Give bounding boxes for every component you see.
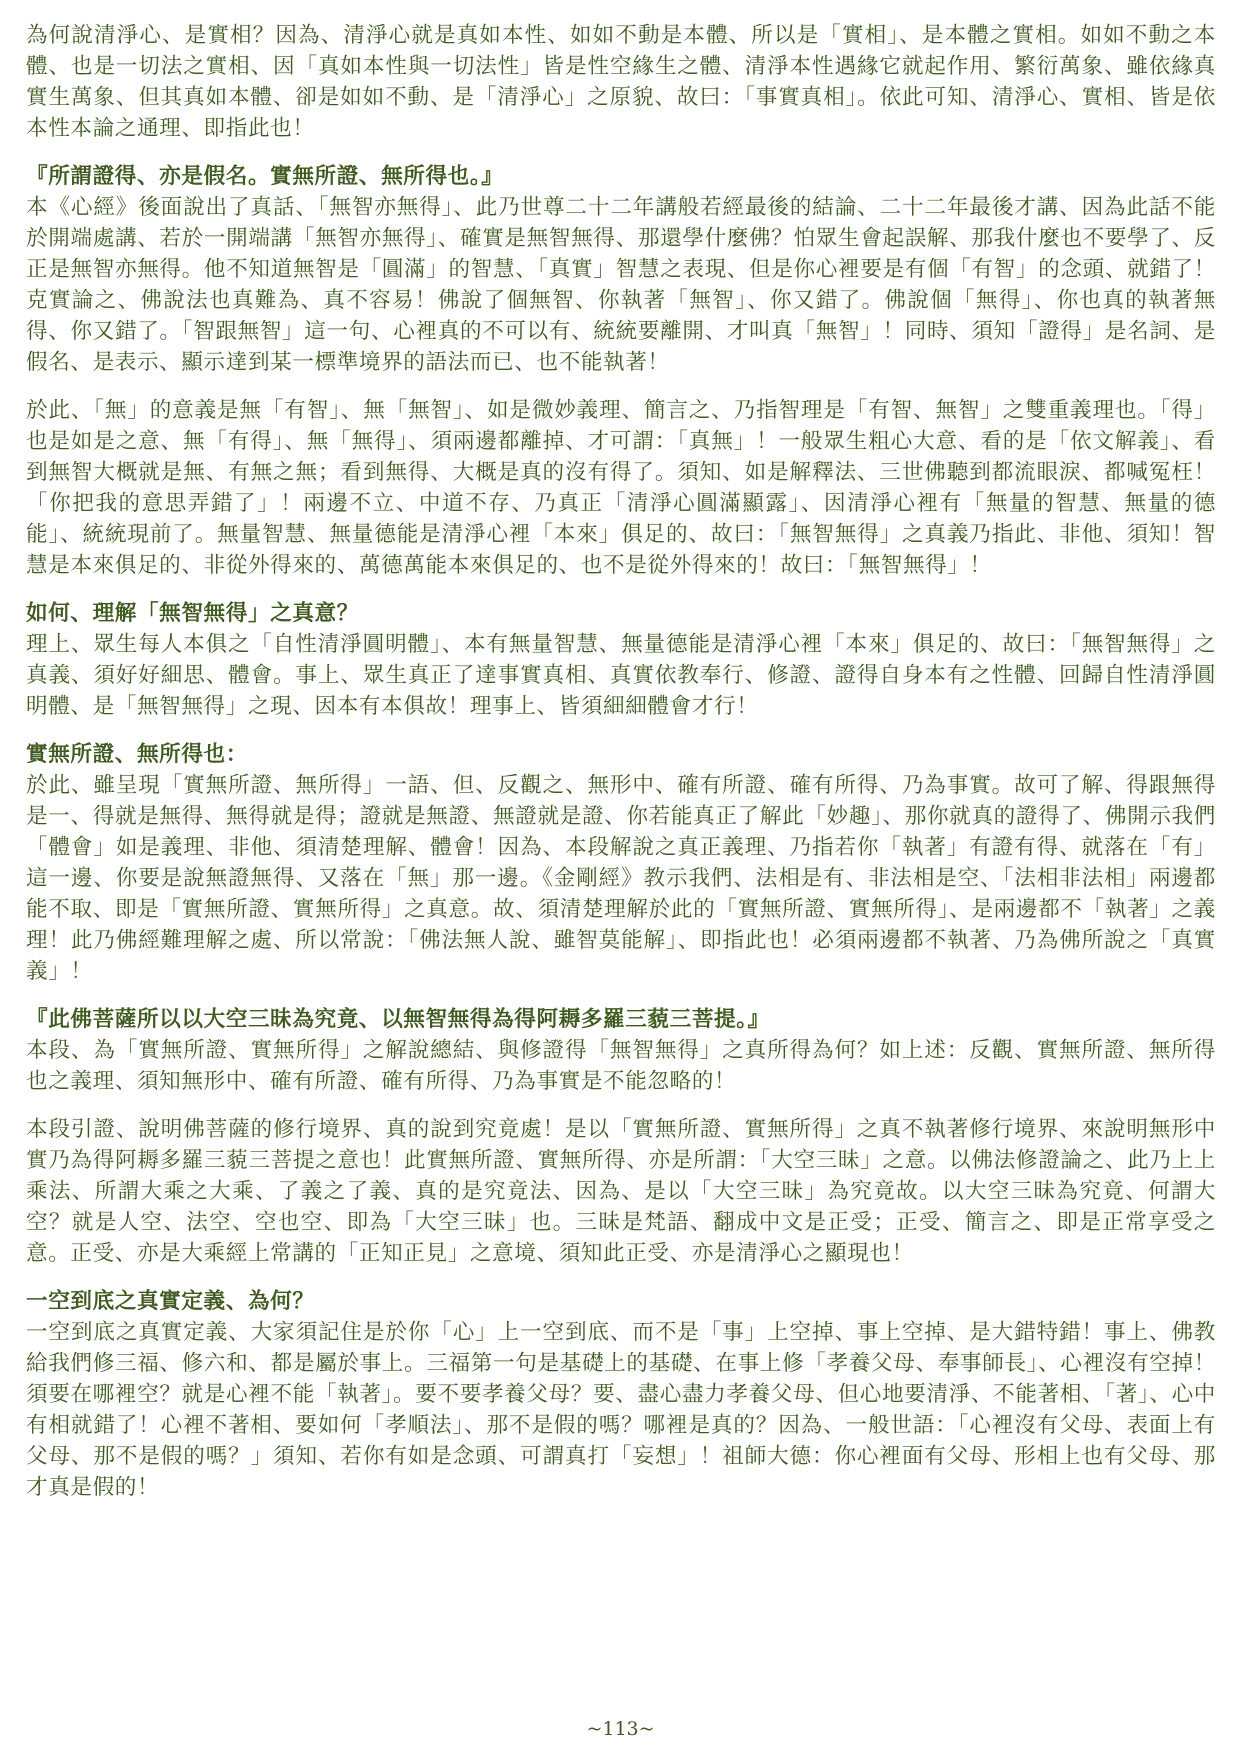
document-page: [26, 20, 1216, 1520]
paragraph-text: 於此、「無」的意義是無「有智」、無「無智」、如是微妙義理、簡言之、乃指智理是「有智、無智」之雙重義理也。「得」也是如是之意、無「有得」、無「無得」、須兩邊都離掉、才可謂：「真無」！一般眾生粗心大意、看的是「依文解義」、看到無智大概就是無、有無之無；看到無得、大概是真的沒有得了。須知、如是解釋法、三世佛聽到都流眼淚、都喊冤枉！「你把我的意思弄錯了」！兩邊不立、中道不存、乃真正「清淨心圓滿顯露」、因清淨心裡有「無量的智慧、無量的德能」、統統現前了。無量智慧、無量德能是清淨心裡「本來」俱足的、故曰：「無智無得」之真義乃指此、非他、須知！智慧是本來俱足的、非從外得來的、萬德萬能本來俱足的、也不是從外得來的！故曰：「無智無得」！: [26, 398, 1216, 578]
section-heading: 如何、理解「無智無得」之真意？: [26, 601, 359, 626]
section-block-6: [26, 1004, 1216, 1097]
section-block-8: [26, 1286, 1216, 1503]
paragraph-text: 理上、眾生每人本俱之「自性清淨圓明體」、本有無量智慧、無量德能是清淨心裡「本來」俱足的、故曰：「無智無得」之真義、須好好細思、體會。事上、眾生真正了達事實真相、真實依教奉行、修證、證得自身本有之性體、回歸自性清淨圓明體、是「無智無得」之現、因本有本俱故！理事上、皆須細細體會才行！: [26, 632, 1216, 719]
paragraph-block-7: [26, 1114, 1216, 1269]
section-block-2: [26, 161, 1216, 378]
page-number: ~113~: [586, 1718, 655, 1740]
section-block-5: [26, 739, 1216, 987]
paragraph-text: 本段引證、說明佛菩薩的修行境界、真的說到究竟處！是以「實無所證、實無所得」之真不執著修行境界、來說明無形中實乃為得阿耨多羅三藐三菩提之意也！此實無所證、實無所得、亦是所謂：「大空三昧」之意。以佛法修證論之、此乃上上乘法、所謂大乘之大乘、了義之了義、真的是究竟法、因為、是以「大空三昧」為究竟故。以大空三昧為究竟、何謂大空？就是人空、法空、空也空、即為「大空三昧」也。三昧是梵語、翻成中文是正受；正受、簡言之、即是正常享受之意。正受、亦是大乘經上常講的「正知正見」之意境、須知此正受、亦是清淨心之顯現也！: [26, 1117, 1216, 1266]
section-heading: 實無所證、無所得也：: [26, 742, 248, 767]
paragraph-block-3: [26, 395, 1216, 581]
paragraph-text: 本段、為「實無所證、實無所得」之解說總結、與修證得「無智無得」之真所得為何？如上述：反觀、實無所證、無所得也之義理、須知無形中、確有所證、確有所得、乃為事實是不能忽略的！: [26, 1038, 1216, 1094]
paragraph-block-1: [26, 20, 1216, 144]
section-heading: 『所謂證得、亦是假名。實無所證、無所得也。』: [26, 164, 504, 189]
paragraph-text: 為何說清淨心、是實相？因為、清淨心就是真如本性、如如不動是本體、所以是「實相」、是本體之實相。如如不動之本體、也是一切法之實相、因「真如本性與一切法性」皆是性空緣生之體、清淨本性遇緣它就起作用、繁衍萬象、雖依緣真實生萬象、但其真如本體、卻是如如不動、是「清淨心」之原貌、故曰：「事實真相」。依此可知、清淨心、實相、皆是依本性本論之通理、即指此也！: [26, 23, 1216, 141]
section-block-4: [26, 598, 1216, 722]
paragraph-text: 一空到底之真實定義、大家須記住是於你「心」上一空到底、而不是「事」上空掉、事上空掉、是大錯特錯！事上、佛教給我們修三福、修六和、都是屬於事上。三福第一句是基礎上的基礎、在事上修「孝養父母、奉事師長」、心裡沒有空掉！須要在哪裡空？就是心裡不能「執著」。要不要孝養父母？要、盡心盡力孝養父母、但心地要清淨、不能著相、「著」、心中有相就錯了！心裡不著相、要如何「孝順法」、那不是假的嗎？哪裡是真的？因為、一般世語：「心裡沒有父母、表面上有父母、那不是假的嗎？」須知、若你有如是念頭、可謂真打「妄想」！祖師大德：你心裡面有父母、形相上也有父母、那才真是假的！: [26, 1320, 1216, 1500]
section-heading: 『此佛菩薩所以以大空三昧為究竟、以無智無得為得阿耨多羅三藐三菩提。』: [26, 1007, 770, 1032]
paragraph-text: 本《心經》後面說出了真話、「無智亦無得」、此乃世尊二十二年講般若經最後的結論、二十二年最後才講、因為此話不能於開端處講、若於一開端講「無智亦無得」、確實是無智無得、那還學什麼佛？怕眾生會起誤解、那我什麼也不要學了、反正是無智亦無得。他不知道無智是「圓滿」的智慧、「真實」智慧之表現、但是你心裡要是有個「有智」的念頭、就錯了！克實論之、佛說法也真難為、真不容易！佛說了個無智、你執著「無智」、你又錯了。佛說個「無得」、你也真的執著無得、你又錯了。「智跟無智」這一句、心裡真的不可以有、統統要離開、才叫真「無智」！同時、須知「證得」是名詞、是假名、是表示、顯示達到某一標準境界的語法而已、也不能執著！: [26, 195, 1216, 375]
section-heading: 一空到底之真實定義、為何？: [26, 1289, 315, 1314]
paragraph-text: 於此、雖呈現「實無所證、無所得」一語、但、反觀之、無形中、確有所證、確有所得、乃為事實。故可了解、得跟無得是一、得就是無得、無得就是得；證就是無證、無證就是證、你若能真正了解此「妙趣」、那你就真的證得了、佛開示我們「體會」如是義理、非他、須清楚理解、體會！因為、本段解說之真正義理、乃指若你「執著」有證有得、就落在「有」這一邊、你要是說無證無得、又落在「無」那一邊。《金剛經》教示我們、法相是有、非法相是空、「法相非法相」兩邊都能不取、即是「實無所證、實無所得」之真意。故、須清楚理解於此的「實無所證、實無所得」、是兩邊都不「執著」之義理！此乃佛經難理解之處、所以常說：「佛法無人說、雖智莫能解」、即指此也！必須兩邊都不執著、乃為佛所說之「真實義」！: [26, 773, 1216, 984]
